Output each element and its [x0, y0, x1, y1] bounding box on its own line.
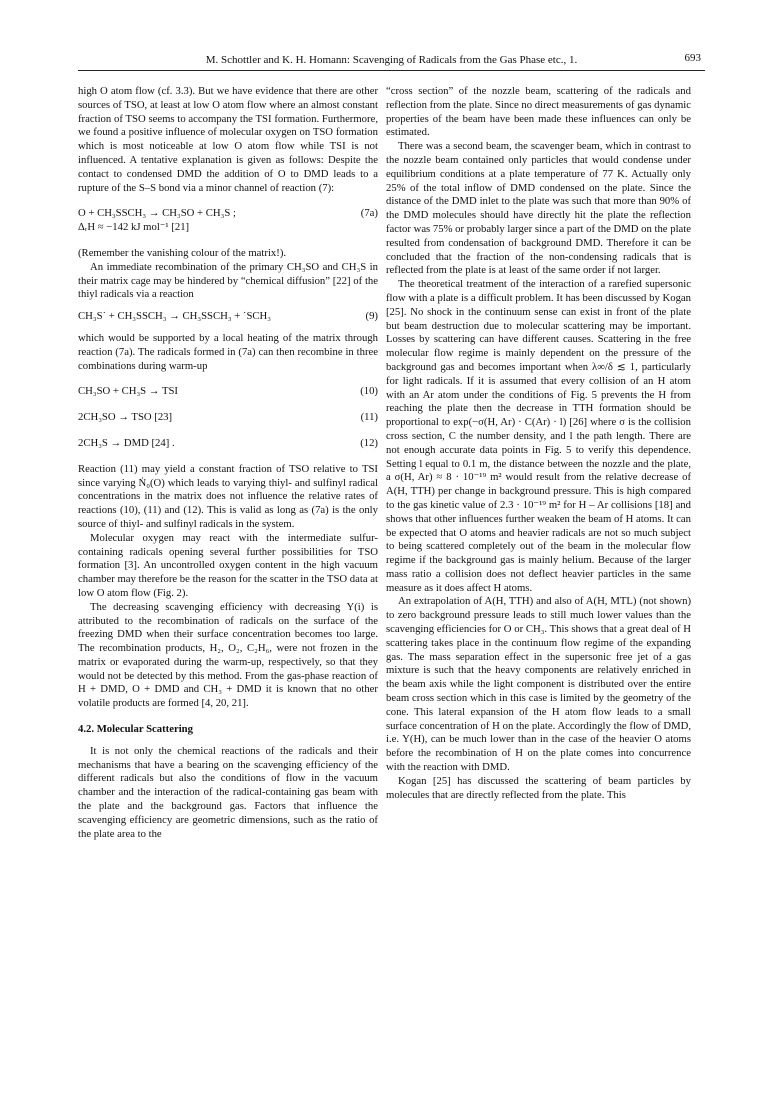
paragraph: (Remember the vanishing colour of the matrix!).: [78, 246, 287, 259]
equation-number: (10): [360, 385, 378, 398]
equation-text: ΔᵣH ≈ −142 kJ mol⁻¹ [21]: [78, 221, 190, 234]
equation-text: CH₃SO + CH₃S → TSI: [78, 385, 178, 398]
equation-number: (9): [365, 310, 378, 323]
equation-text: 2CH₃S → DMD [24] .: [78, 436, 175, 449]
equation-text: CH₃S˙ + CH₃SSCH₃ → CH₃SSCH₃ + ˙SCH₃: [78, 310, 271, 323]
paragraph: There was a second beam, the scavenger beam, which in contrast to the nozzle beam contained only particles that would condense under equilibrium conditions at a plate temperature of 77 K. Actually only 25% of the total inflow of DMD condensed on the plate. Since the distance of the DMD inlet to the plate was such that more than 90% of the DMD molecules should have directly hit the plate the reflection factor was 75% or probably larger since a part of the DMD on the plate resulted from condensation of background DMD. Therefore it can be concluded that the fraction of the non-condensing radicals that is reflected from the plate is at least of the same order if not larger.: [386, 140, 691, 277]
equation-text: 2CH₃SO → TSO [23]: [78, 411, 173, 424]
paragraph: It is not only the chemical reactions of the radicals and their mechanisms that have a bearing on the scavenging efficiency of the different radicals but also the conditions of flow in the vacuum chamber and the interaction of the radical-containing gas beam with the plate and the background gas. Factors that influence the scavenging efficiency are geometric dimensions, such as the ratio of the plate area to the: [78, 744, 378, 840]
paragraph: The decreasing scavenging efficiency with decreasing Y(i) is attributed to the recombination of radicals on the surface of the freezing DMD when their surface concentration becomes too large. The recombination products, H₂, O₂, C₂H₆, were not frozen in the matrix or evaporated during the warm-up, respectively, so that they would not be detected by this method. From the gas-phase reaction of H + DMD, O + DMD and CH₃ + DMD it is known that no other volatile products are formed [4, 20, 21].: [78, 600, 378, 710]
equation-10: [78, 385, 378, 399]
equation-number: (11): [360, 411, 378, 424]
paragraph: which would be supported by a local heating of the matrix through reaction (7a). The radicals formed in (7a) can then recombine in three combinations during warm-up: [78, 331, 378, 372]
section-heading: 4.2. Molecular Scattering: [78, 723, 193, 736]
paragraph: Molecular oxygen may react with the intermediate sulfur-containing radicals opening several further possibilities for TSO formation [3]. An uncontrolled oxygen content in the high vacuum chamber may therefore be the reason for the scatter in the TSO data at low O atom flow (Fig. 2).: [78, 531, 378, 599]
paragraph: high O atom flow (cf. 3.3). But we have evidence that there are other sources of TSO, at least at low O atom flow where an almost constant fraction of TSO seems to accompany the TSI formation. Furthermore, we found a positive influence of molecular oxygen on TSO formation which is most noticeable at low O atom flow while TSI is not influenced. A tentative explanation is given as follows: Despite the contact to condensed DMD the addition of O to DMD leads to a rupture of the S–S bond via a minor channel of reaction (7):: [78, 85, 378, 194]
equation-number: (7a): [360, 207, 378, 220]
page-header: [78, 52, 705, 71]
left-column: [78, 85, 378, 841]
paragraph: The theoretical treatment of the interaction of a rarefied supersonic flow with a plate is a difficult problem. It has been discussed by Kogan [25]. No shock in the continuum sense can exist in front of the plate but beam destruction due to molecular scattering may be important. Losses by scattering can have different causes. Scattering in the free molecular flow regime is mainly dependent on the pressure of the background gas and becomes important when λ∞/δ ≲ 1, particularly for light radicals. If it is assumed that every collision of an H atom with an Ar atom under the conditions of Fig. 5 prevents the H from reaching the plate then the decrease in TTH formation should be proportional to exp(−σ(H, Ar) · C(Ar) · l) [26] where σ is the collision cross section, C the number density, and l the path length. There are not enough accurate data points in Fig. 5 to verify this dependence. Setting l equal to 0.1 m, the distance between the nozzle and the plate, a σ(H, Ar) ≈ 8 · 10⁻¹⁹ m² would result from the relative decrease of A(H, TTH) per change in background pressure. This is high compared to the gas kinetic value of 2.3 · 10⁻¹⁹ m² for H – Ar collisions [18] and shows that other influences further weaken the beam of H atoms. It can be expected that O atoms and heavier radicals are not so much subject to being scattered completely out of the beam in the molecular flow regime if the background gas is mainly helium. Because of the larger mass ratio a collision does not deflect heavier particles in the same measure as it does affect H atoms.: [386, 278, 691, 594]
paragraph: An extrapolation of A(H, TTH) and also of A(H, MTL) (not shown) to zero background pressure leads to still much lower values than the scavenging efficiencies for O or CH₃. This shows that a great deal of H scattering takes place in the continuum flow regime of the expanding gas. The mass separation effect in the supersonic free jet of a gas mixture is such that the heavy components are relatively enriched in the beam axis while the light component is distributed over the entire beam cross section which in this case is limited by the geometry of the cone. This lateral expansion of the H atom flow leads to a small surface concentration of H on the plate. Accordingly the flow of DMD, i.e. Y(H), can be much lower than in the case of the heavier O atoms before the recombination of H on the plate comes into concurrence with the reaction with DMD.: [386, 595, 691, 774]
equation-7a-enthalpy: [78, 221, 378, 235]
right-column: [386, 85, 691, 802]
equation-12: [78, 437, 378, 451]
equation-number: (12): [360, 436, 378, 449]
running-title: M. Schottler and K. H. Homann: Scavenging of Radicals from the Gas Phase etc., 1.: [205, 54, 578, 66]
equation-11: [78, 411, 378, 425]
paragraph: “cross section” of the nozzle beam, scattering of the radicals and reflection from the plate. Since no direct measurements of gas dynamic properties of the beam have been made these influences can only be estimated.: [386, 85, 691, 139]
equation-9: [78, 310, 378, 324]
paragraph: An immediate recombination of the primary CH₃SO and CH₃S in their matrix cage may be hindered by “chemical diffusion” [22] of the thiyl radicals via a reaction: [78, 260, 378, 301]
equation-text: O + CH₃SSCH₃ → CH₃SO + CH₃S ;: [78, 207, 236, 220]
paragraph: Reaction (11) may yield a constant fraction of TSO relative to TSI since varying Ṅ₀(O) which leads to varying thiyl- and sulfinyl radical concentrations in the matrix does not influence the relative rates of reactions (10), (11) and (12). This is valid as long as (7a) is the only source of thiyl- and sulfinyl radicals in the system.: [78, 462, 378, 530]
page-number: 693: [684, 52, 701, 64]
paragraph: Kogan [25] has discussed the scattering of beam particles by molecules that are directly reflected from the plate. This: [386, 774, 691, 801]
equation-7a: [78, 207, 378, 221]
